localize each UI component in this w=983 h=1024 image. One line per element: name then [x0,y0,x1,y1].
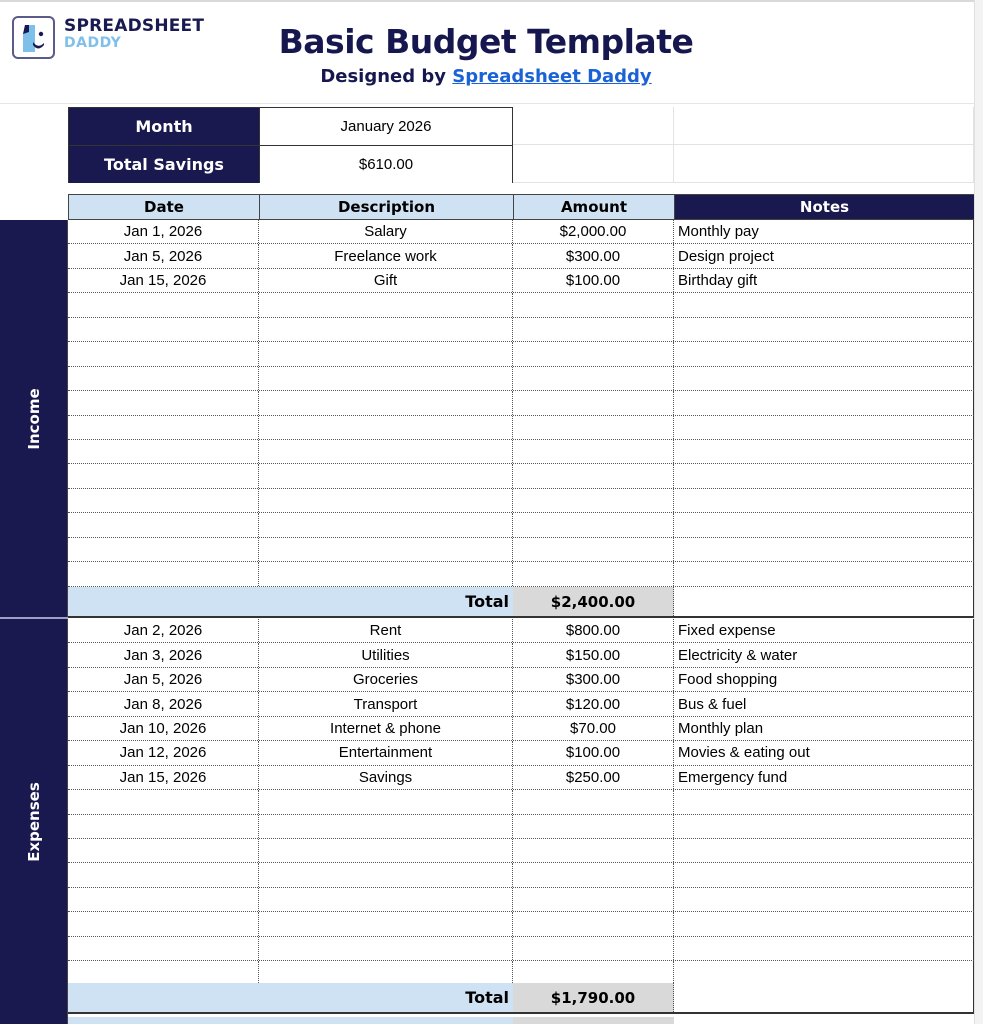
empty-cell[interactable] [674,145,974,183]
notes-cell[interactable]: Monthly pay [674,220,974,243]
notes-cell[interactable]: Emergency fund [674,766,974,789]
description-cell[interactable] [259,888,513,911]
summary-box [68,107,513,183]
description-cell[interactable] [259,815,513,838]
expenses-total-notes-cell[interactable] [674,983,974,1012]
date-cell[interactable] [68,863,259,886]
date-cell[interactable] [68,342,259,365]
description-cell[interactable]: Salary [259,220,513,243]
table-row [68,912,974,936]
notes-cell[interactable]: Movies & eating out [674,741,974,764]
notes-cell[interactable] [674,489,974,512]
amount-cell[interactable]: $150.00 [513,643,674,666]
expenses-total-row [68,983,974,1014]
amount-cell[interactable] [513,961,674,984]
amount-cell[interactable] [513,562,674,585]
amount-cell[interactable] [513,888,674,911]
date-cell[interactable]: Jan 10, 2026 [68,717,259,740]
empty-cell[interactable] [674,107,974,145]
date-cell[interactable] [68,293,259,316]
amount-cell[interactable] [513,318,674,341]
next-row-label-strip [68,1017,513,1024]
date-cell[interactable] [68,464,259,487]
amount-cell[interactable]: $100.00 [513,741,674,764]
description-cell[interactable]: Freelance work [259,244,513,267]
empty-cell[interactable] [513,145,674,183]
amount-cell[interactable] [513,440,674,463]
description-cell[interactable]: Gift [259,269,513,292]
date-cell[interactable]: Jan 2, 2026 [68,619,259,642]
table-row [68,391,974,415]
amount-cell[interactable] [513,293,674,316]
table-row [68,440,974,464]
description-cell[interactable]: Groceries [259,668,513,691]
description-cell[interactable]: Rent [259,619,513,642]
amount-cell[interactable] [513,489,674,512]
description-cell[interactable] [259,961,513,984]
date-cell[interactable] [68,440,259,463]
table-row [68,489,974,513]
notes-cell[interactable] [674,839,974,862]
table-row [68,342,974,366]
expenses-total-label: Total [68,983,513,1012]
description-cell[interactable] [259,839,513,862]
notes-cell[interactable] [674,912,974,935]
amount-cell[interactable]: $2,000.00 [513,220,674,243]
amount-cell[interactable] [513,912,674,935]
date-cell[interactable]: Jan 3, 2026 [68,643,259,666]
amount-cell[interactable] [513,391,674,414]
column-header-date: Date [69,195,260,220]
income-total-value: $2,400.00 [513,587,674,616]
amount-cell[interactable] [513,937,674,960]
description-cell[interactable] [259,391,513,414]
table-row [68,888,974,912]
right-gutter [974,0,983,1024]
notes-cell[interactable] [674,342,974,365]
month-label: Month [69,108,260,145]
date-cell[interactable]: Jan 12, 2026 [68,741,259,764]
table-row [68,839,974,863]
amount-cell[interactable]: $300.00 [513,668,674,691]
amount-cell[interactable] [513,342,674,365]
description-cell[interactable] [259,863,513,886]
table-row [68,741,974,765]
description-cell[interactable]: Savings [259,766,513,789]
table-row [68,668,974,692]
notes-cell[interactable] [674,513,974,536]
date-cell[interactable]: Jan 8, 2026 [68,692,259,715]
spreadsheet-daddy-face-icon [12,16,55,59]
income-total-notes-cell[interactable] [674,587,974,616]
table-row [68,269,974,293]
amount-cell[interactable]: $800.00 [513,619,674,642]
description-cell[interactable] [259,790,513,813]
description-cell[interactable] [259,538,513,561]
amount-cell[interactable]: $70.00 [513,717,674,740]
income-total-row [68,587,974,618]
notes-cell[interactable]: Design project [674,244,974,267]
table-row [68,790,974,814]
notes-cell[interactable]: Bus & fuel [674,692,974,715]
table-row [68,416,974,440]
page-title: Basic Budget Template [278,22,694,61]
date-cell[interactable] [68,538,259,561]
page-header [0,2,974,104]
notes-cell[interactable] [674,562,974,585]
date-cell[interactable] [68,562,259,585]
notes-cell[interactable] [674,367,974,390]
total-savings-label: Total Savings [69,146,260,183]
brand-wordmark [64,18,204,52]
column-header-notes: Notes [675,195,975,220]
notes-cell[interactable] [674,790,974,813]
notes-cell[interactable] [674,318,974,341]
expenses-section-label [0,619,68,1024]
spreadsheet-daddy-link[interactable]: Spreadsheet Daddy [452,66,652,87]
table-row [68,562,974,586]
table-row [68,318,974,342]
month-row [69,108,512,146]
empty-cell[interactable] [513,107,674,145]
notes-cell[interactable] [674,391,974,414]
income-label: Income [24,388,43,450]
notes-cell[interactable] [674,538,974,561]
amount-cell[interactable] [513,416,674,439]
description-cell[interactable] [259,318,513,341]
income-section-label [0,220,68,618]
notes-cell[interactable] [674,416,974,439]
table-row [68,367,974,391]
description-cell[interactable] [259,342,513,365]
brand-line-2: DADDY [64,35,122,51]
expenses-total-value: $1,790.00 [513,983,674,1012]
description-cell[interactable] [259,513,513,536]
description-cell[interactable] [259,912,513,935]
amount-cell[interactable] [513,538,674,561]
date-cell[interactable]: Jan 5, 2026 [68,668,259,691]
page-subtitle [260,66,712,87]
amount-cell[interactable]: $300.00 [513,244,674,267]
table-row [68,717,974,741]
date-cell[interactable] [68,937,259,960]
date-cell[interactable] [68,839,259,862]
amount-cell[interactable] [513,863,674,886]
notes-cell[interactable]: Birthday gift [674,269,974,292]
date-cell[interactable]: Jan 1, 2026 [68,220,259,243]
expenses-label: Expenses [24,781,43,862]
description-cell[interactable]: Transport [259,692,513,715]
description-cell[interactable] [259,416,513,439]
amount-cell[interactable] [513,815,674,838]
income-rows [68,220,974,587]
date-cell[interactable] [68,888,259,911]
date-cell[interactable] [68,790,259,813]
date-cell[interactable]: Jan 5, 2026 [68,244,259,267]
income-total-label: Total [68,587,513,616]
description-cell[interactable] [259,440,513,463]
table-row [68,293,974,317]
notes-cell[interactable]: Electricity & water [674,643,974,666]
amount-cell[interactable] [513,790,674,813]
description-cell[interactable]: Internet & phone [259,717,513,740]
table-row [68,244,974,268]
table-row [68,538,974,562]
amount-cell[interactable] [513,513,674,536]
notes-cell[interactable] [674,293,974,316]
table-row [68,619,974,643]
table-row [68,815,974,839]
logo-face-icon [18,22,51,55]
table-row [68,937,974,961]
amount-cell[interactable] [513,464,674,487]
notes-cell[interactable] [674,440,974,463]
notes-cell[interactable]: Food shopping [674,668,974,691]
description-cell[interactable] [259,489,513,512]
date-cell[interactable] [68,318,259,341]
description-cell[interactable] [259,562,513,585]
column-header-description: Description [260,195,514,220]
date-cell[interactable] [68,416,259,439]
notes-cell[interactable] [674,937,974,960]
column-header-amount: Amount [514,195,675,220]
date-cell[interactable] [68,489,259,512]
date-cell[interactable] [68,912,259,935]
description-cell[interactable]: Entertainment [259,741,513,764]
date-cell[interactable]: Jan 15, 2026 [68,269,259,292]
table-row [68,220,974,244]
table-row [68,513,974,537]
amount-cell[interactable] [513,367,674,390]
amount-cell[interactable]: $250.00 [513,766,674,789]
description-cell[interactable] [259,293,513,316]
table-row [68,961,974,985]
amount-cell[interactable]: $120.00 [513,692,674,715]
table-row [68,464,974,488]
description-cell[interactable] [259,937,513,960]
date-cell[interactable] [68,391,259,414]
subtitle-prefix: Designed by [320,66,453,87]
table-row [68,766,974,790]
table-row [68,863,974,887]
amount-cell[interactable]: $100.00 [513,269,674,292]
expense-rows [68,619,974,986]
notes-cell[interactable] [674,961,974,984]
notes-cell[interactable] [674,815,974,838]
brand-line-1: SPREADSHEET [64,16,205,36]
date-cell[interactable] [68,513,259,536]
description-cell[interactable]: Utilities [259,643,513,666]
date-cell[interactable] [68,815,259,838]
date-cell[interactable] [68,961,259,984]
description-cell[interactable] [259,464,513,487]
total-savings-row [69,145,512,183]
date-cell[interactable]: Jan 15, 2026 [68,766,259,789]
table-row [68,643,974,667]
date-cell[interactable] [68,367,259,390]
notes-cell[interactable] [674,464,974,487]
notes-cell[interactable] [674,863,974,886]
notes-cell[interactable]: Monthly plan [674,717,974,740]
description-cell[interactable] [259,367,513,390]
total-savings-value: $610.00 [260,146,512,183]
next-row-value-strip [513,1017,674,1024]
table-row [68,692,974,716]
notes-cell[interactable]: Fixed expense [674,619,974,642]
notes-cell[interactable] [674,888,974,911]
amount-cell[interactable] [513,839,674,862]
table-header [68,194,975,220]
month-value-cell[interactable]: January 2026 [260,108,512,145]
